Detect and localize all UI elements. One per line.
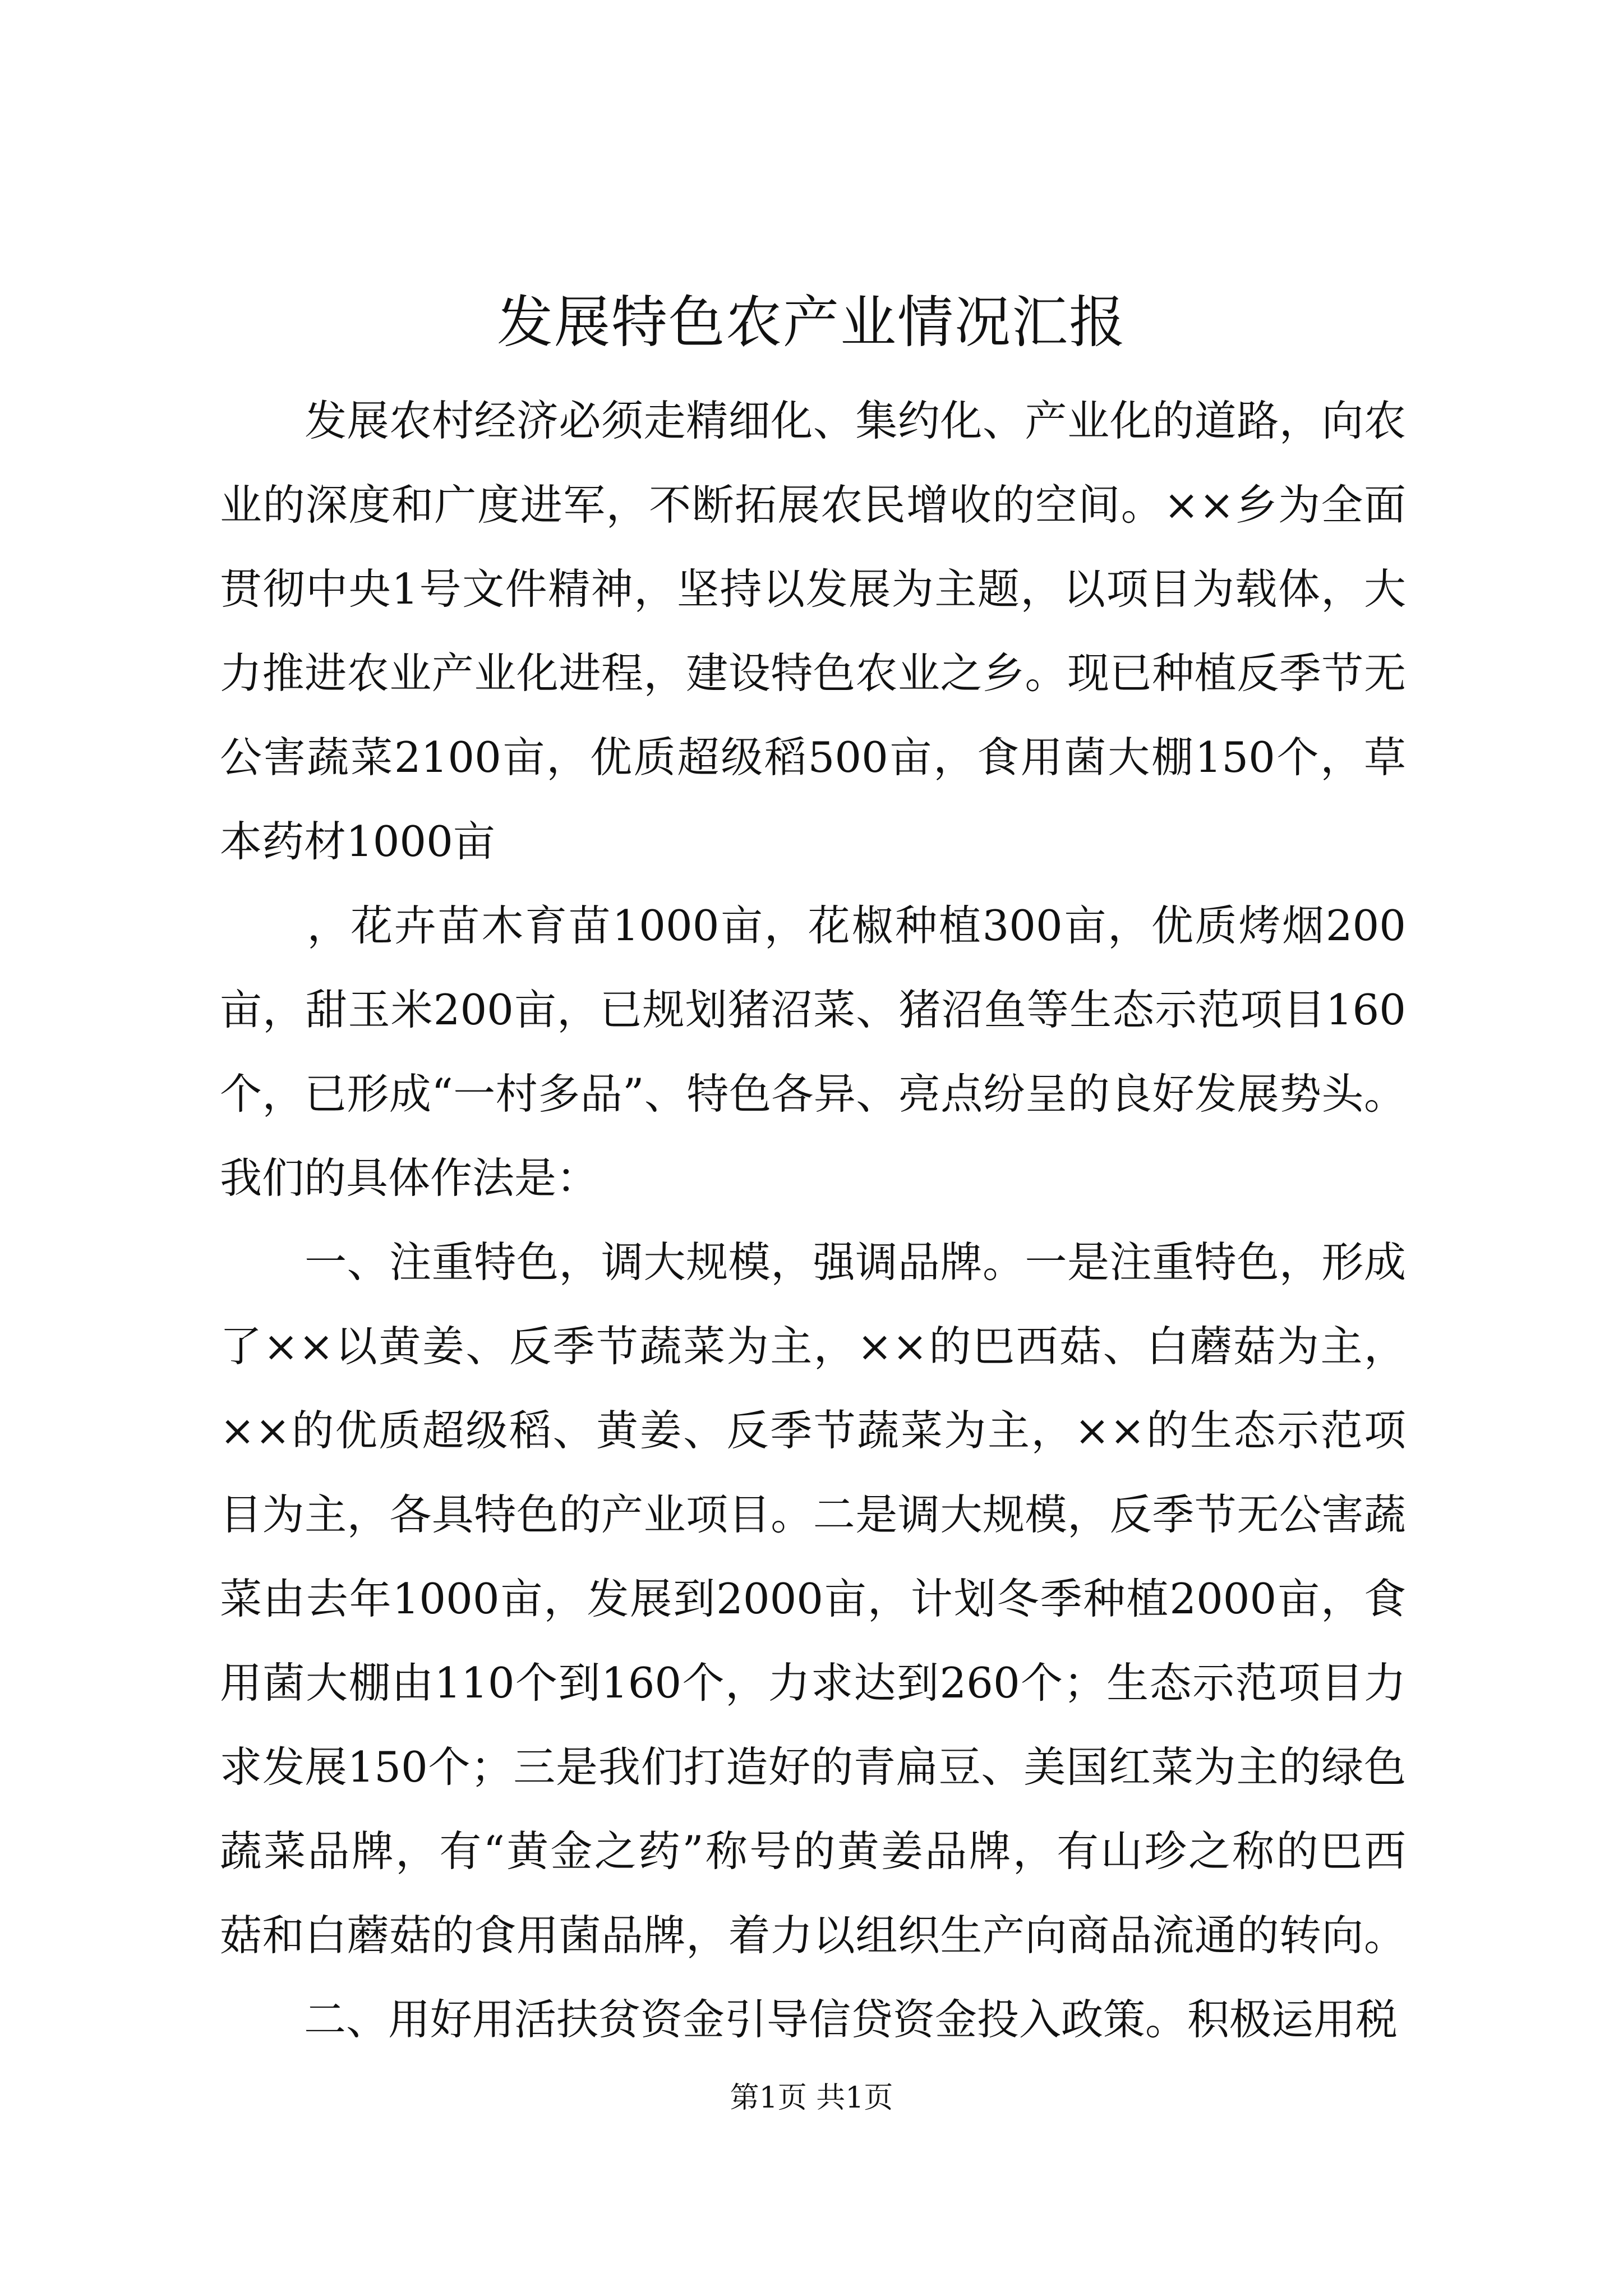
body-line: 了××以黄姜、反季节蔬菜为主，××的巴西菇、白蘑菇为主，: [220, 1322, 1406, 1371]
body-line: 公害蔬菜2100亩，优质超级稻500亩，食用菌大棚150个，草: [220, 733, 1406, 782]
body-line: 亩，甜玉米200亩，已规划猪沼菜、猪沼鱼等生态示范项目160: [220, 985, 1406, 1034]
body-line: 贯彻中央1号文件精神，坚持以发展为主题，以项目为载体，大: [220, 564, 1406, 614]
body-line: 业的深度和广度进军，不断拓展农民增收的空间。××乡为全面: [220, 480, 1406, 530]
body-line: 我们的具体作法是：: [220, 1153, 599, 1203]
document-title: 发展特色农产业情况汇报: [497, 289, 1126, 355]
body-line: 二、用好用活扶贫资金引导信贷资金投入政策。积极运用税: [220, 1995, 1398, 2044]
body-line: ，花卉苗木育苗1000亩，花椒种植300亩，优质烤烟200: [220, 901, 1406, 950]
body-line: 菜由去年1000亩，发展到2000亩，计划冬季种植2000亩，食: [220, 1574, 1406, 1623]
body-line: ××的优质超级稻、黄姜、反季节蔬菜为主，××的生态示范项: [220, 1406, 1406, 1455]
body-line: 求发展150个；三是我们打造好的青扁豆、美国红菜为主的绿色: [220, 1742, 1406, 1792]
body-line: 目为主，各具特色的产业项目。二是调大规模，反季节无公害蔬: [220, 1490, 1406, 1539]
body-line: 菇和白蘑菇的食用菌品牌，着力以组织生产向商品流通的转向。: [220, 1911, 1406, 1960]
body-line: 力推进农业产业化进程，建设特色农业之乡。现已种植反季节无: [220, 648, 1406, 698]
body-line: 本药材1000亩: [220, 817, 495, 866]
document-body: [220, 379, 1406, 2062]
body-line: 蔬菜品牌，有“黄金之药”称号的黄姜品牌，有山珍之称的巴西: [220, 1826, 1406, 1876]
body-line: 用菌大棚由110个到160个，力求达到260个；生态示范项目力: [220, 1658, 1406, 1708]
body-line: 一、注重特色，调大规模，强调品牌。一是注重特色，形成: [220, 1237, 1406, 1287]
body-line: 个，已形成“一村多品”、特色各异、亮点纷呈的良好发展势头。: [220, 1069, 1406, 1119]
body-line: 发展农村经济必须走精细化、集约化、产业化的道路，向农: [220, 396, 1406, 445]
page-footer: 第1页 共1页: [730, 2081, 893, 2115]
